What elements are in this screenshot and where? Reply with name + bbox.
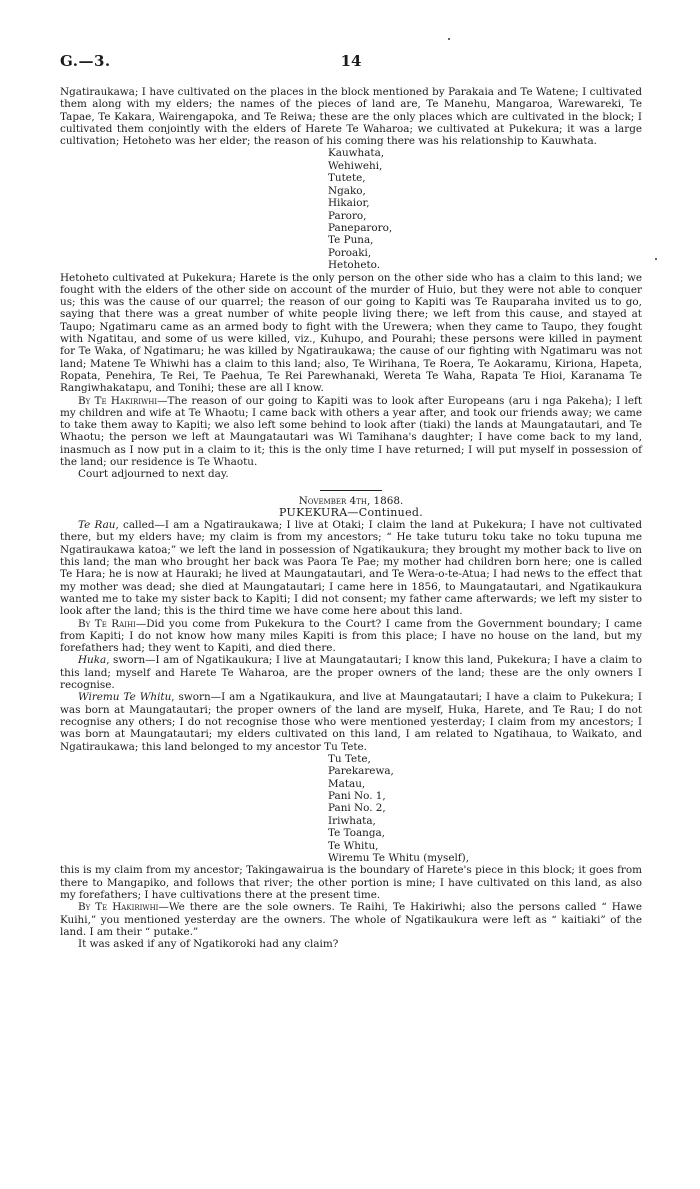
page-header — [60, 52, 642, 76]
paragraph — [60, 618, 642, 655]
name-item: Pani No. 2, — [328, 802, 386, 815]
section-title: PUKEKURA—Continued. — [278, 505, 424, 519]
name-item: Hikaior, — [328, 197, 370, 210]
name-item: Tu Tete, — [328, 752, 371, 765]
paragraph-text: —Did you come from Pukekura to the Court? I came from the Government boundary; I came from Kapiti; I do not know how many miles Kapiti is from this place; I have no house on the land, but my forefathers had; they went to Kapiti, and died there. — [60, 617, 642, 655]
name-item: Paneparoro, — [328, 221, 393, 234]
names-list-2 — [328, 753, 642, 865]
name-item: Iriwhata, — [328, 814, 376, 827]
name-item: Matau, — [328, 777, 366, 790]
paragraph-text: , sworn—I am a Ngatikaukura, and live at Maungatautari; I have a claim to Pukekura; I was born at Maungatautari; the proper owners of the land are myself, Huka, Harete, and Te Rau; I do not recognise any others; I do not recognise those who were mentioned yesterday; I claim from my ancestors; I was born at Maungatautari; my elders cultivated on this land, I am related to Ngatihaua, to Waikato, and Ngatiraukawa; this land belonged to my ancestor Tu Tete. — [60, 691, 642, 753]
speaker-name: Huka — [78, 654, 107, 667]
paragraph: It was asked if any of Ngatikoroki had any claim? — [78, 938, 339, 951]
paragraph — [60, 395, 642, 469]
name-item: Parekarewa, — [328, 765, 394, 778]
paragraph: Hetoheto cultivated at Pukekura; Harete is the only person on the other side who has a claim to this land; we fought with the elders of the other side on account of the murder of Huio, but they were not able to conquer us; this was the cause of our quarrel; the reason of our going to Kapiti was Te Rauparaha invited us to go, saying that there was a great number of white people living there; we left from this cause, and stayed at Taupo; Ngatimaru came as an armed body to fight with the Urewera; when they came to Taupo, they fought with Ngatitau, and some of us were killed, viz., Kuhupo, and Pourahi; these persons were killed in payment for Te Waka, of Ngatimaru; he was killed by Ngatiraukawa; the cause of our fighting with Ngatimaru was not land; Matene Te Whiwhi has a claim to this land; also, Te Wirihana, Te Roera, Te Aokaramu, Kiriona, Hapeta, Ropata, Penehira, Te Rei, Te Paehua, Te Rei Parewhanaki, Wereta Te Waha, Rapata Te Hioi, Karanama Te Rangiwhakatapu, and Tonihi; these are all I know. — [60, 271, 642, 395]
speck-mark — [655, 258, 657, 260]
paragraph-text: —The reason of our going to Kapiti was to look after Europeans (aru i nga Pakeha); I left my children and wife at Te Whaotu; I came back with others a year after, and took our friends away; we came to take them away to Kapiti; we also left some behind to look after (tiaki) the lands at Maungatautari, and Te Whaotu; the person we left at Maungatautari was Wi Tamihana's daughter; I have come back to my land, inasmuch as I now put in a claim to it; this is the only time I have returned; I will put myself in possession of the land; our residence is Te Whaotu. — [60, 394, 642, 468]
name-item: Ngako, — [328, 184, 366, 197]
speck-mark — [448, 38, 450, 40]
name-item: Pani No. 1, — [328, 790, 386, 803]
document-body — [60, 86, 642, 951]
divider-rule — [320, 490, 382, 491]
name-item: Poroaki, — [328, 246, 372, 259]
speaker-name: Te Rau — [78, 519, 116, 532]
paragraph — [60, 901, 642, 938]
speaker-name: By Te Hakiriwhi — [78, 394, 158, 407]
name-item: Tutete, — [328, 172, 366, 185]
paragraph: this is my claim from my ancestor; Takingawairua is the boundary of Harete's piece in this block; it goes from there to Mangapiko, and follows that river; the other portion is mine; I have cultivated on this land, as also my forefathers; I have cultivations there at the present time. — [60, 864, 642, 902]
paragraph: Ngatiraukawa; I have cultivated on the places in the block mentioned by Parakaia and Te Watene; I cultivated them along with my elders; the names of the pieces of land are, Te Manehu, Mangaroa, Warewareki, Te Tapae, Te Kakara, Wairengapoka, and Te Reiwa; these are the only places which are cultivated in the block; I cultivated them conjointly with the elders of Harete Te Waharoa; we cultivated at Pukekura; it was a large cultivation; Hetoheto was her elder; the reason of his coming there was his relationship to Kauwhata. — [60, 86, 642, 148]
name-item: Kauwhata, — [328, 147, 385, 160]
paragraph — [60, 691, 642, 752]
paragraph-text: , called—I am a Ngatiraukawa; I live at Otaki; I claim the land at Pukekura; I have not cultivated there, but my elders have; my claim is from my ancestors; “ He take tuturu toku take no toku tupuna me Ngatiraukawa katoa;” we left the land in possession of Ngatikaukura; they brought my mother back to live on this land; the man who brought her back was Paora Te Pae; my mother had children born here; one is called Te Hara; he is now at Hauraki; he lived at Maungatautari, and Te Wera-o-te-Atua; I had news to the effect that my mother was dead; she died at Maungatautari; I came here in 1856, to Maungatautari, and Ngatikaukura wanted me to take my sister back to Kapiti; I did not consent; my father came afterwards; we left my sister to look after the land; this is the third time we have come here about this land. — [60, 519, 642, 618]
paragraph — [60, 654, 642, 691]
names-list-1 — [328, 147, 642, 271]
adjournment-note: Court adjourned to next day. — [78, 468, 229, 481]
name-item: Te Whitu, — [328, 839, 379, 852]
speaker-name: By Te Raihi — [78, 617, 136, 630]
name-item: Hetoheto. — [328, 259, 381, 272]
paragraph-text: —We there are the sole owners. Te Raihi, Te Hakiriwhi; also the persons called “ Hawe Kuihi,” you mentioned yesterday are the owners. The whole of Ngatikaukura were left as “ kaitiaki” of the land. I am their “ putake.” — [60, 901, 643, 938]
speaker-name: By Te Hakiriwhi — [78, 901, 159, 914]
name-item: Wiremu Te Whitu (myself), — [328, 852, 470, 865]
name-item: Paroro, — [328, 209, 367, 222]
name-item: Te Toanga, — [328, 827, 385, 840]
paragraph — [60, 519, 642, 617]
document-reference: G.—3. — [60, 52, 111, 70]
page-number: 14 — [340, 52, 362, 70]
session-date: November 4th, 1868. — [298, 494, 404, 507]
name-item: Te Puna, — [328, 234, 374, 247]
name-item: Wehiwehi, — [328, 159, 383, 172]
speaker-name: Wiremu Te Whitu — [78, 691, 172, 704]
paragraph-text: , sworn—I am of Ngatikaukura; I live at Maungatautari; I know this land, Pukekura; I have a claim to this land; myself and Harete Te Waharoa, are the proper owners of the land; these are the only owners I recognise. — [60, 654, 642, 692]
